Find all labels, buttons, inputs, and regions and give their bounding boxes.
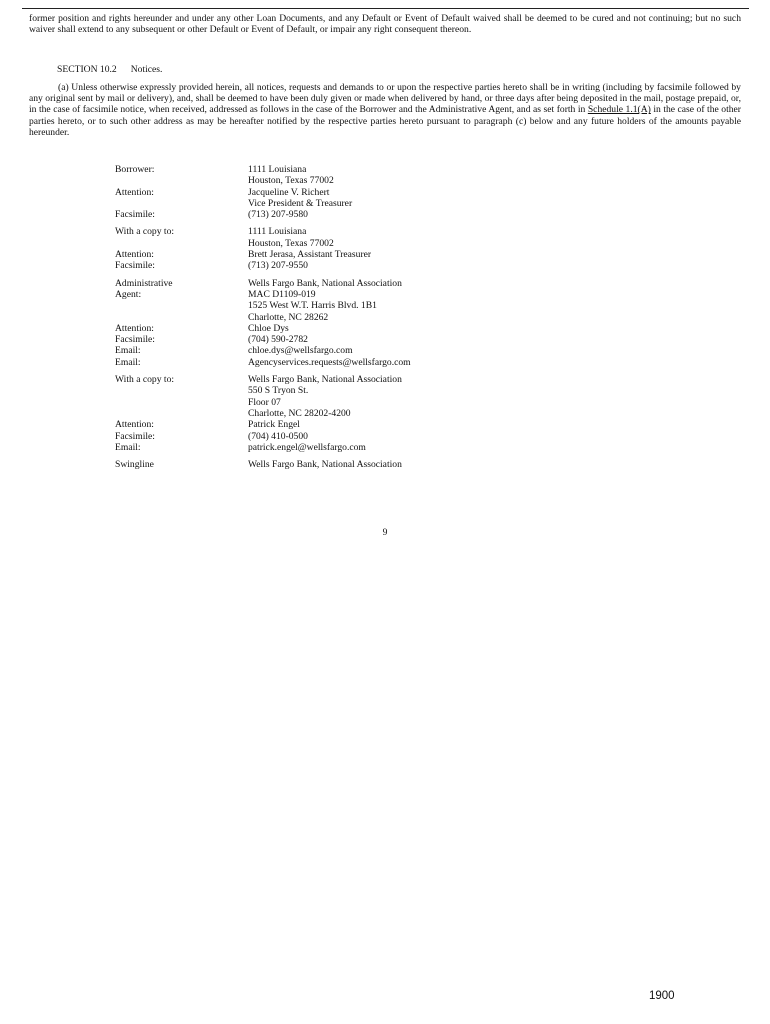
notice-value bbox=[248, 164, 515, 187]
notice-value-line: Charlotte, NC 28262 bbox=[248, 311, 329, 323]
paragraph-a-label: (a) bbox=[58, 82, 69, 93]
notice-value bbox=[248, 459, 515, 470]
notice-value-line: patrick.engel@wellsfargo.com bbox=[248, 441, 366, 453]
notice-value-line: Charlotte, NC 28202-4200 bbox=[248, 407, 351, 419]
notice-value-line: Patrick Engel bbox=[248, 419, 300, 431]
section-heading bbox=[57, 64, 162, 75]
notice-label: Swingline bbox=[115, 459, 154, 471]
notice-value-line: Brett Jerasa, Assistant Treasurer bbox=[248, 249, 372, 261]
notice-value-line: 1111 Louisiana bbox=[248, 226, 307, 238]
notice-row bbox=[115, 226, 515, 249]
page-number: 9 bbox=[382, 527, 388, 538]
notice-value-line: Houston, Texas 77002 bbox=[248, 237, 334, 249]
notice-label: Attention: bbox=[115, 419, 154, 431]
notice-value-line: MAC D1109-019 bbox=[248, 288, 316, 300]
notice-label: Borrower: bbox=[115, 164, 155, 175]
notice-label: Attention: bbox=[115, 249, 154, 261]
notice-address-table bbox=[115, 164, 515, 476]
notice-label: Email: bbox=[115, 345, 141, 357]
notice-value bbox=[248, 226, 515, 249]
intro-paragraph: former position and rights hereunder and under any other Loan Documents, and any Default or Event of Default waived shall be deemed to be cured and not continuing; but no such waiver shall extend to any subsequent or other Default or Event of Default, or impair any right consequent thereon. bbox=[29, 13, 741, 36]
notice-label: With a copy to: bbox=[115, 226, 175, 238]
notice-label: Facsimile: bbox=[115, 209, 155, 221]
notice-value bbox=[248, 249, 515, 260]
notice-value bbox=[248, 260, 515, 271]
notice-row bbox=[115, 260, 515, 271]
notice-row bbox=[115, 164, 515, 187]
section-title: Notices. bbox=[130, 64, 163, 75]
notice-value bbox=[248, 431, 515, 442]
notice-label: Facsimile: bbox=[115, 430, 155, 442]
notice-label: Attention: bbox=[115, 322, 154, 334]
notice-value-line: (713) 207-9580 bbox=[248, 209, 308, 221]
notice-label: Administrative bbox=[115, 277, 173, 289]
notice-value bbox=[248, 442, 515, 453]
notice-row bbox=[115, 209, 515, 220]
notice-label: Facsimile: bbox=[115, 260, 155, 272]
notice-row bbox=[115, 431, 515, 442]
notice-value-line: (704) 410-0500 bbox=[248, 430, 308, 442]
notice-value-line: Houston, Texas 77002 bbox=[248, 175, 334, 187]
notice-row bbox=[115, 442, 515, 453]
notice-value bbox=[248, 278, 515, 289]
notice-value-line: Jacqueline V. Richert bbox=[248, 186, 330, 198]
notice-row bbox=[115, 374, 515, 419]
notice-block bbox=[115, 164, 515, 220]
paragraph-a-text-before: Unless otherwise expressly provided herein, all notices, requests and demands to or upon the respective parties hereto shall be in writing (including by facsimile followed by any original sent by mail or delivery), and, shall be deemed to have been duly given or made when delivered by hand, or three days after being deposited in the mail, postage prepaid, or, in the case of facsimile notice, when received, addressed as follows in the case of the Borrower and the Administrative Agent, and as set forth in bbox=[29, 82, 741, 116]
notice-value-line: 1111 Louisiana bbox=[248, 164, 307, 175]
notice-value-line: 550 S Tryon St. bbox=[248, 385, 309, 397]
notice-value-line: (704) 590-2782 bbox=[248, 334, 308, 346]
notice-label: Attention: bbox=[115, 186, 154, 198]
notice-value bbox=[248, 209, 515, 220]
paragraph-a-text-after: in the case of the other parties hereto, or to such other address as may be hereafter notified by the respective parties hereto pursuant to paragraph (c) below and any future holders of the amounts payable hereunder. bbox=[29, 104, 741, 138]
notice-row bbox=[115, 357, 515, 368]
notice-value-line: Chloe Dys bbox=[248, 322, 289, 334]
notice-value bbox=[248, 289, 515, 323]
notice-block bbox=[115, 278, 515, 368]
notice-label: With a copy to: bbox=[115, 374, 175, 386]
notice-value bbox=[248, 374, 515, 419]
notice-value-line: 1525 West W.T. Harris Blvd. 1B1 bbox=[248, 300, 377, 312]
notice-label: Facsimile: bbox=[115, 334, 155, 346]
notice-value-line: (713) 207-9550 bbox=[248, 260, 308, 272]
notice-label: Email: bbox=[115, 441, 141, 453]
notice-value bbox=[248, 345, 515, 356]
notice-value bbox=[248, 323, 515, 334]
notice-value-line: Vice President & Treasurer bbox=[248, 197, 353, 209]
notice-value-line: chloe.dys@wellsfargo.com bbox=[248, 345, 353, 357]
notice-row bbox=[115, 289, 515, 323]
notice-row bbox=[115, 459, 515, 470]
top-rule bbox=[22, 8, 749, 9]
schedule-reference: Schedule 1.1(A) bbox=[587, 104, 651, 116]
notice-value-line: Floor 07 bbox=[248, 396, 281, 408]
notice-row bbox=[115, 419, 515, 430]
notice-block bbox=[115, 459, 515, 470]
notice-row bbox=[115, 187, 515, 210]
paragraph-a bbox=[29, 82, 741, 138]
notice-label: Agent: bbox=[115, 288, 142, 300]
notice-row bbox=[115, 278, 515, 289]
notice-row bbox=[115, 249, 515, 260]
notice-value bbox=[248, 419, 515, 430]
notice-row bbox=[115, 345, 515, 356]
notice-value bbox=[248, 187, 515, 210]
section-number: SECTION 10.2 bbox=[57, 64, 117, 75]
notice-value bbox=[248, 334, 515, 345]
notice-value-line: Wells Fargo Bank, National Association bbox=[248, 459, 402, 471]
notice-value-line: Wells Fargo Bank, National Association bbox=[248, 277, 402, 289]
notice-value bbox=[248, 357, 515, 368]
notice-block bbox=[115, 374, 515, 453]
notice-row bbox=[115, 334, 515, 345]
notice-value-line: Agencyservices.requests@wellsfargo.com bbox=[248, 356, 411, 368]
notice-block bbox=[115, 226, 515, 271]
footer-stamp: 1900 bbox=[649, 990, 675, 1002]
notice-value-line: Wells Fargo Bank, National Association bbox=[248, 374, 402, 386]
notice-label: Email: bbox=[115, 356, 141, 368]
notice-row bbox=[115, 323, 515, 334]
